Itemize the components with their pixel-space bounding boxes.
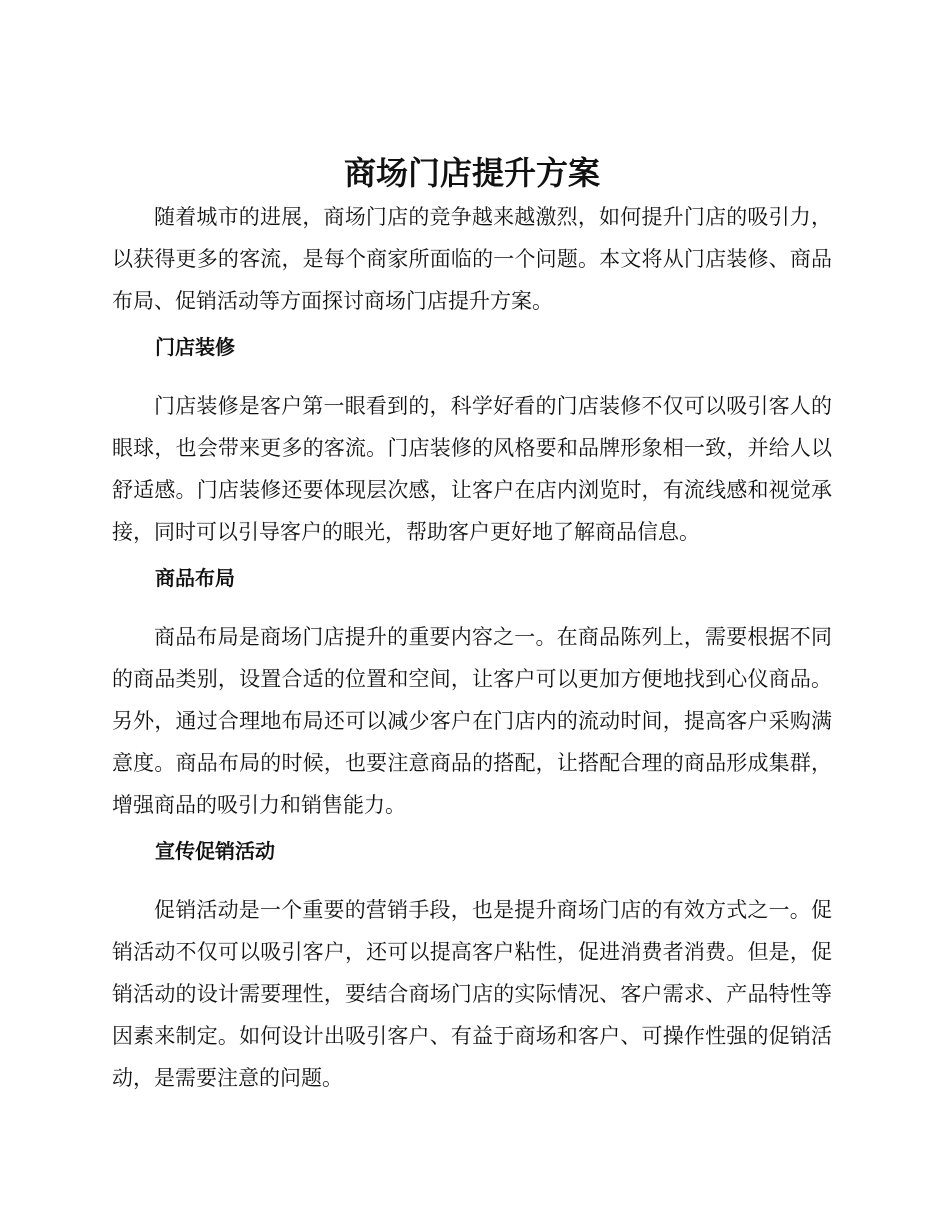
document-page — [112, 150, 832, 1099]
section-heading-decoration: 门店装修 — [155, 335, 235, 359]
section-body-promotion: 促销活动是一个重要的营销手段，也是提升商场门店的有效方式之一。促销活动不仅可以吸引客户，还可以提高客户粘性，促进消费者消费。但是，促销活动的设计需要理性，要结合商场门店的实际情况、客户需求、产品特性等因素来制定。如何设计出吸引客户、有益于商场和客户、可操作性强的促销活动，是需要注意的问题。 — [112, 898, 832, 1090]
section-body-layout: 商品布局是商场门店提升的重要内容之一。在商品陈列上，需要根据不同的商品类别，设置合适的位置和空间，让客户可以更加方便地找到心仪商品。另外，通过合理地布局还可以减少客户在门店内的流动时间，提高客户采购满意度。商品布局的时候，也要注意商品的搭配，让搭配合理的商品形成集群，增强商品的吸引力和销售能力。 — [112, 625, 832, 817]
section-heading-promotion: 宣传促销活动 — [155, 839, 275, 863]
section-body-decoration: 门店装修是客户第一眼看到的，科学好看的门店装修不仅可以吸引客人的眼球，也会带来更多的客流。门店装修的风格要和品牌形象相一致，并给人以舒适感。门店装修还要体现层次感，让客户在店内浏览时，有流线感和视觉承接，同时可以引导客户的眼光，帮助客户更好地了解商品信息。 — [112, 394, 832, 544]
intro-paragraph: 随着城市的进展，商场门店的竞争越来越激烈，如何提升门店的吸引力，以获得更多的客流，是每个商家所面临的一个问题。本文将从门店装修、商品布局、促销活动等方面探讨商场门店提升方案。 — [112, 205, 832, 313]
document-title: 商场门店提升方案 — [343, 154, 600, 192]
section-heading-layout: 商品布局 — [155, 566, 235, 590]
